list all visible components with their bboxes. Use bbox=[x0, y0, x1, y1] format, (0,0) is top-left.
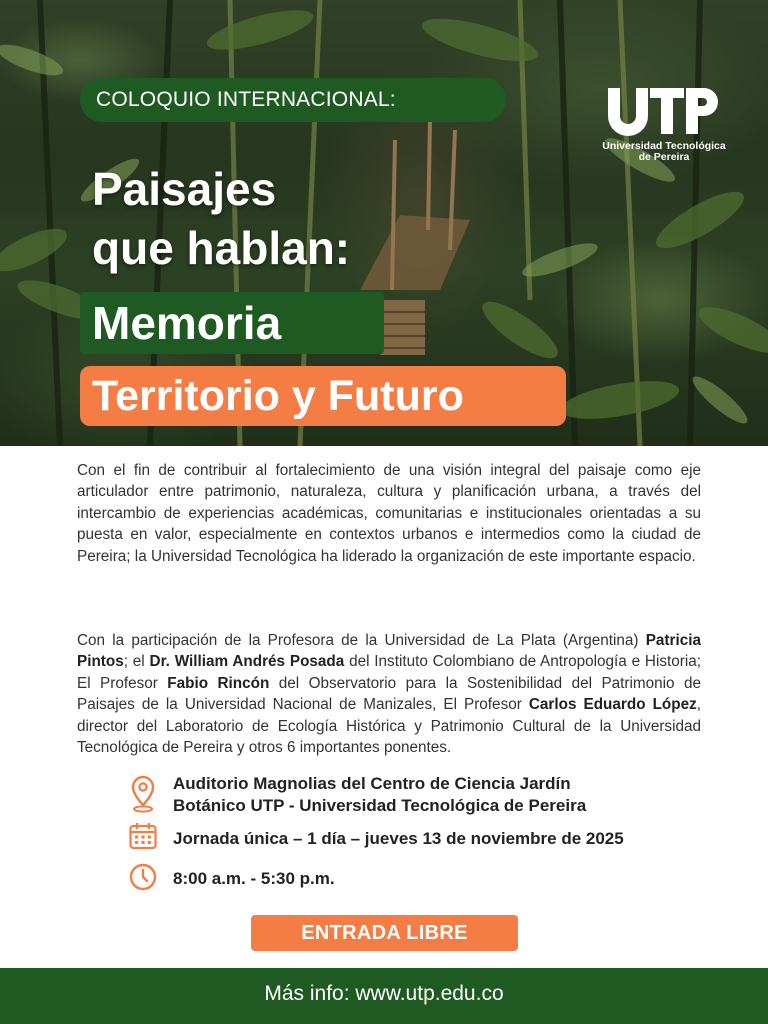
speaker-name-pintos: Patricia Pintos bbox=[77, 632, 701, 671]
speakers-text-e: , director del Laboratorio de Ecología Histórica y Patrimonio Cultural de la Universidad Tecnológica de Pereira y otros 6 importantes ponentes. bbox=[77, 696, 702, 757]
intro-paragraph: Con el fin de contribuir al fortalecimiento de una visión integral del paisaje como eje articulador entre patrimonio, naturaleza, cultura y planificación urbana, a través del intercambio de experiencias académicas, comunitarias e institucionales orientadas a su puesta en valor, especialmente en contextos urbanos e intermedios como la ciudad de Pereira; la Universidad Tecnológica ha liderado la organización de este importante espacio. bbox=[77, 462, 701, 565]
entrada-libre-button[interactable]: ENTRADA LIBRE bbox=[251, 915, 518, 951]
logo-text-line1: Universidad Tecnológica bbox=[602, 140, 726, 152]
calendar-icon bbox=[128, 821, 158, 851]
speaker-name-posada: Dr. William Andrés Posada bbox=[149, 653, 345, 671]
speakers-text-c: del Instituto Colombiano de Antropología e Historia; El Profesor bbox=[77, 653, 702, 692]
location-pin-icon bbox=[128, 774, 158, 814]
event-type-pill: COLOQUIO INTERNACIONAL: bbox=[80, 78, 506, 122]
title-line2: que hablan: bbox=[92, 222, 351, 274]
utp-logo bbox=[600, 84, 728, 164]
speakers-text-b: ; el bbox=[123, 653, 150, 671]
speakers-text-a: Con la participación de la Profesora de la Universidad de La Plata (Argentina) bbox=[77, 632, 646, 649]
footer-info-link[interactable]: Más info: www.utp.edu.co bbox=[264, 982, 504, 1005]
location-line2: Botánico UTP - Universidad Tecnológica de Pereira bbox=[173, 796, 587, 815]
utp-logo-mark-icon bbox=[604, 84, 724, 138]
title-line1: Paisajes bbox=[92, 163, 277, 215]
location-line1: Auditorio Magnolias del Centro de Ciencia Jardín bbox=[173, 774, 571, 793]
logo-text-line2: de Pereira bbox=[638, 151, 690, 163]
speaker-name-lopez: Carlos Eduardo López bbox=[528, 696, 697, 714]
time-text: 8:00 a.m. - 5:30 p.m. bbox=[173, 869, 335, 888]
speakers-paragraph bbox=[77, 630, 701, 758]
title-highlight-territorio: Territorio y Futuro bbox=[80, 366, 566, 426]
hero-photo bbox=[0, 0, 768, 446]
clock-icon bbox=[128, 862, 158, 892]
date-text: Jornada única – 1 día – jueves 13 de noviembre de 2025 bbox=[173, 829, 624, 848]
footer-bar bbox=[0, 968, 768, 1024]
speaker-name-rincon: Fabio Rincón bbox=[167, 674, 270, 692]
speakers-text-d: del Observatorio para la Sostenibilidad del Patrimonio de Paisajes de la Universidad Nacional de Manizales, El Profesor bbox=[77, 674, 701, 714]
title-highlight-memoria: Memoria bbox=[80, 292, 384, 354]
